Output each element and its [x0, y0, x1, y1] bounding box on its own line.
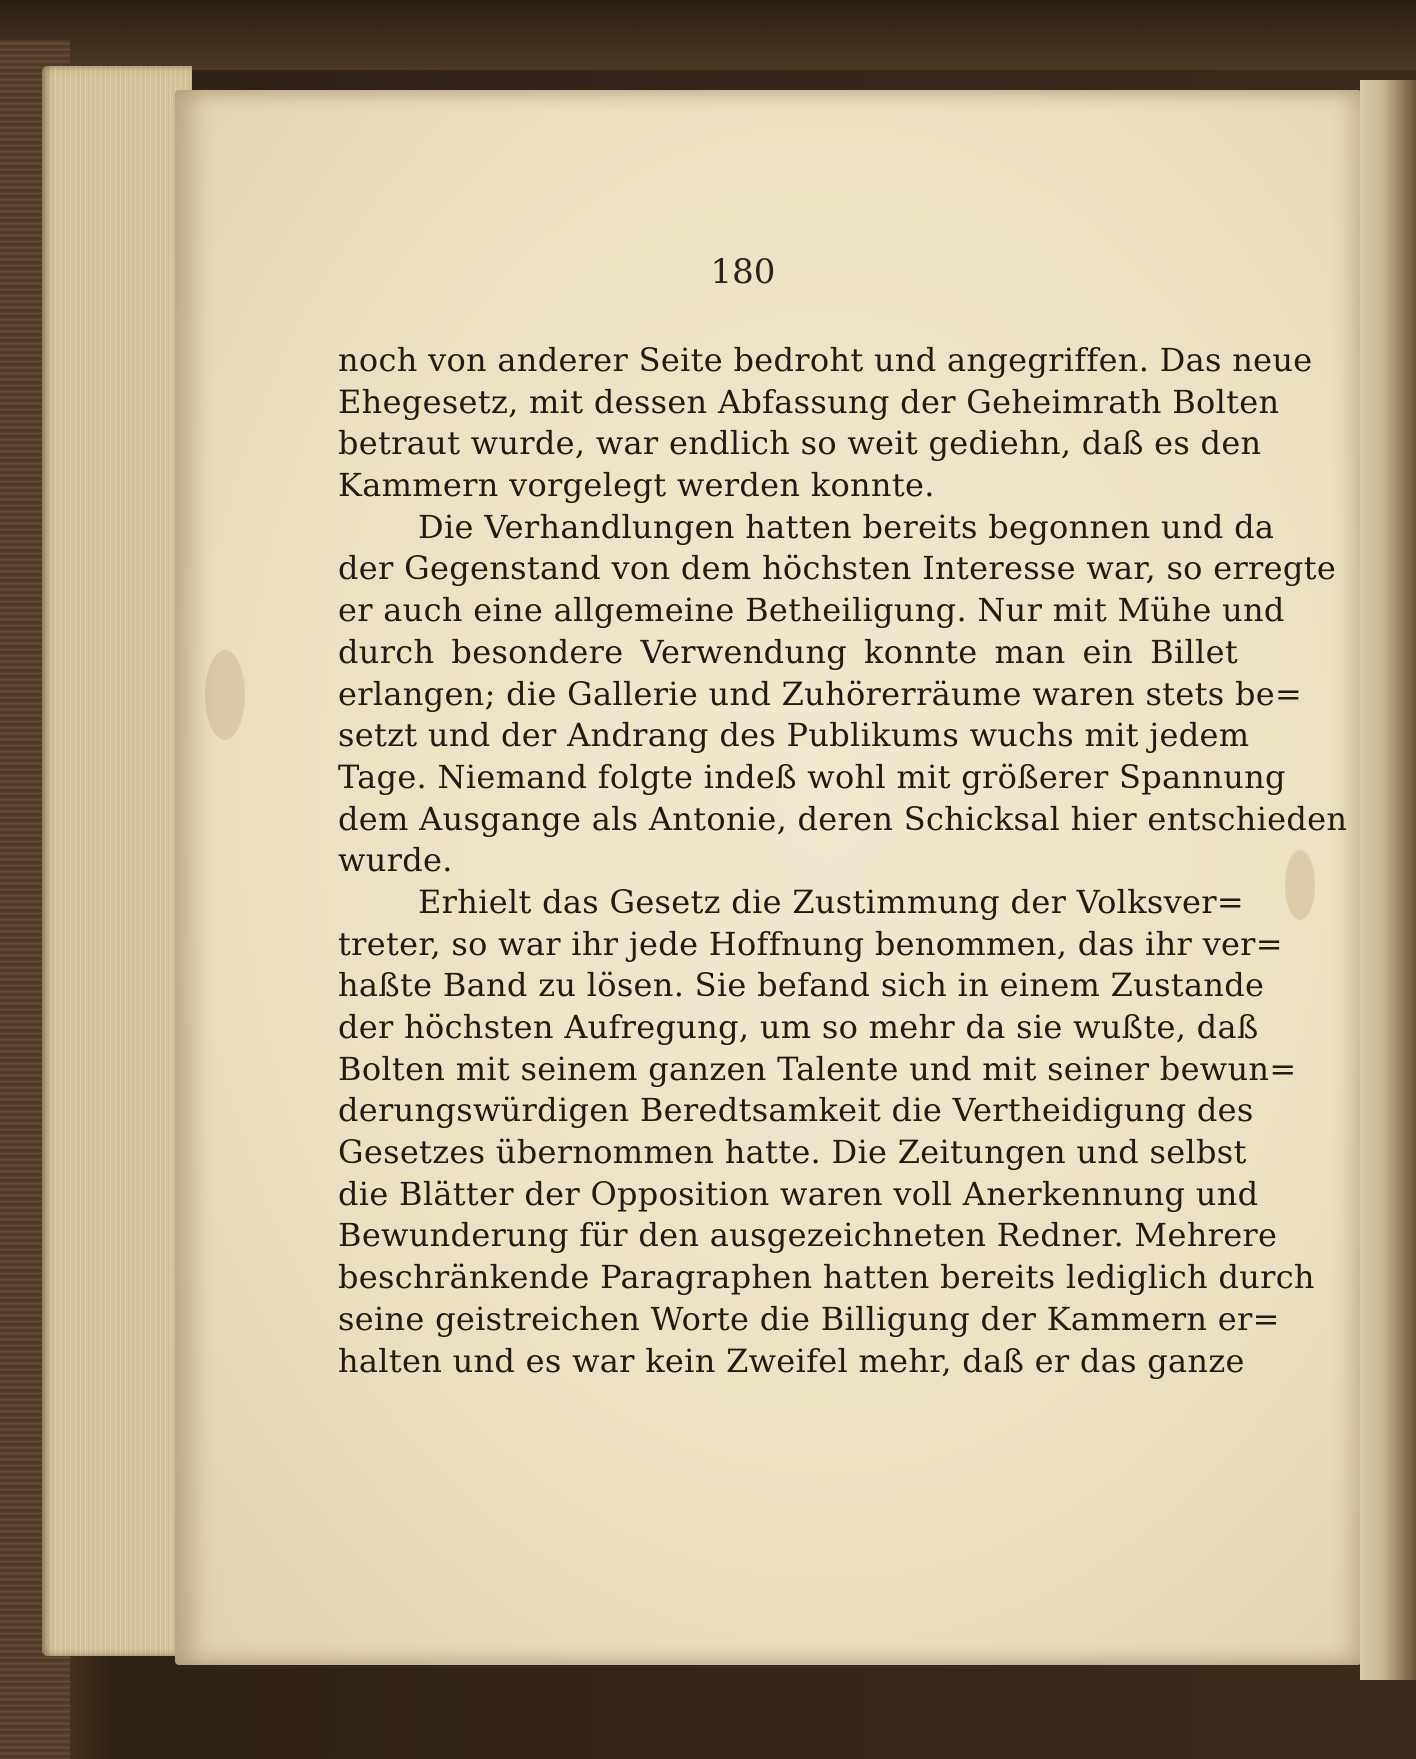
text-line: setzt und der Andrang des Publikums wuchs mit jedem — [338, 716, 1250, 755]
book-cover-top — [0, 0, 1416, 70]
text-line: durch besondere Verwendung konnte man ein Billet — [338, 632, 1238, 671]
page-stain — [205, 650, 245, 740]
text-line: Bolten mit seinem ganzen Talente und mit seiner bewun= — [338, 1049, 1297, 1088]
text-line: treter, so war ihr jede Hoffnung benommen, das ihr ver= — [338, 924, 1283, 963]
text-line: derungswürdigen Beredtsamkeit die Vertheidigung des — [338, 1091, 1254, 1130]
book-gutter — [1360, 80, 1416, 1680]
page-stain — [1285, 850, 1315, 920]
page-edges — [42, 66, 192, 1656]
text-line: die Blätter der Opposition waren voll Anerkennung und — [338, 1174, 1259, 1213]
text-line: dem Ausgange als Antonie, deren Schicksal hier entschieden — [338, 799, 1348, 838]
text-line: Gesetzes übernommen hatte. Die Zeitungen und selbst — [338, 1133, 1247, 1172]
text-line: Kammern vorgelegt werden konnte. — [338, 466, 935, 505]
text-line: beschränkende Paragraphen hatten bereits lediglich durch — [338, 1258, 1315, 1297]
text-line: noch von anderer Seite bedroht und angegriffen. Das neue — [338, 341, 1313, 379]
body-text — [338, 340, 1348, 1382]
text-line: haßte Band zu lösen. Sie befand sich in einem Zustande — [338, 966, 1265, 1005]
text-line: Erhielt das Gesetz die Zustimmung der Volksver= — [418, 882, 1244, 921]
text-line: erlangen; die Gallerie und Zuhörerräume waren stets be= — [338, 674, 1303, 713]
text-line: der höchsten Aufregung, um so mehr da sie wußte, daß — [338, 1008, 1259, 1046]
text-line: halten und es war kein Zweifel mehr, daß er das ganze — [338, 1341, 1245, 1380]
text-line: seine geistreichen Worte die Billigung der Kammern er= — [338, 1299, 1280, 1338]
text-line: der Gegenstand von dem höchsten Interesse war, so erregte — [338, 549, 1337, 588]
text-line: Bewunderung für den ausgezeichneten Redner. Mehrere — [338, 1216, 1278, 1255]
page-number: 180 — [710, 252, 776, 292]
text-line: betraut wurde, war endlich so weit gediehn, daß es den — [338, 424, 1262, 463]
text-line: Ehegesetz, mit dessen Abfassung der Geheimrath Bolten — [338, 382, 1280, 421]
text-line: wurde. — [338, 841, 453, 880]
text-line: Die Verhandlungen hatten bereits begonnen und da — [418, 507, 1275, 546]
text-line: Tage. Niemand folgte indeß wohl mit größerer Spannung — [338, 757, 1286, 796]
text-line: er auch eine allgemeine Betheiligung. Nur mit Mühe und — [338, 591, 1285, 630]
